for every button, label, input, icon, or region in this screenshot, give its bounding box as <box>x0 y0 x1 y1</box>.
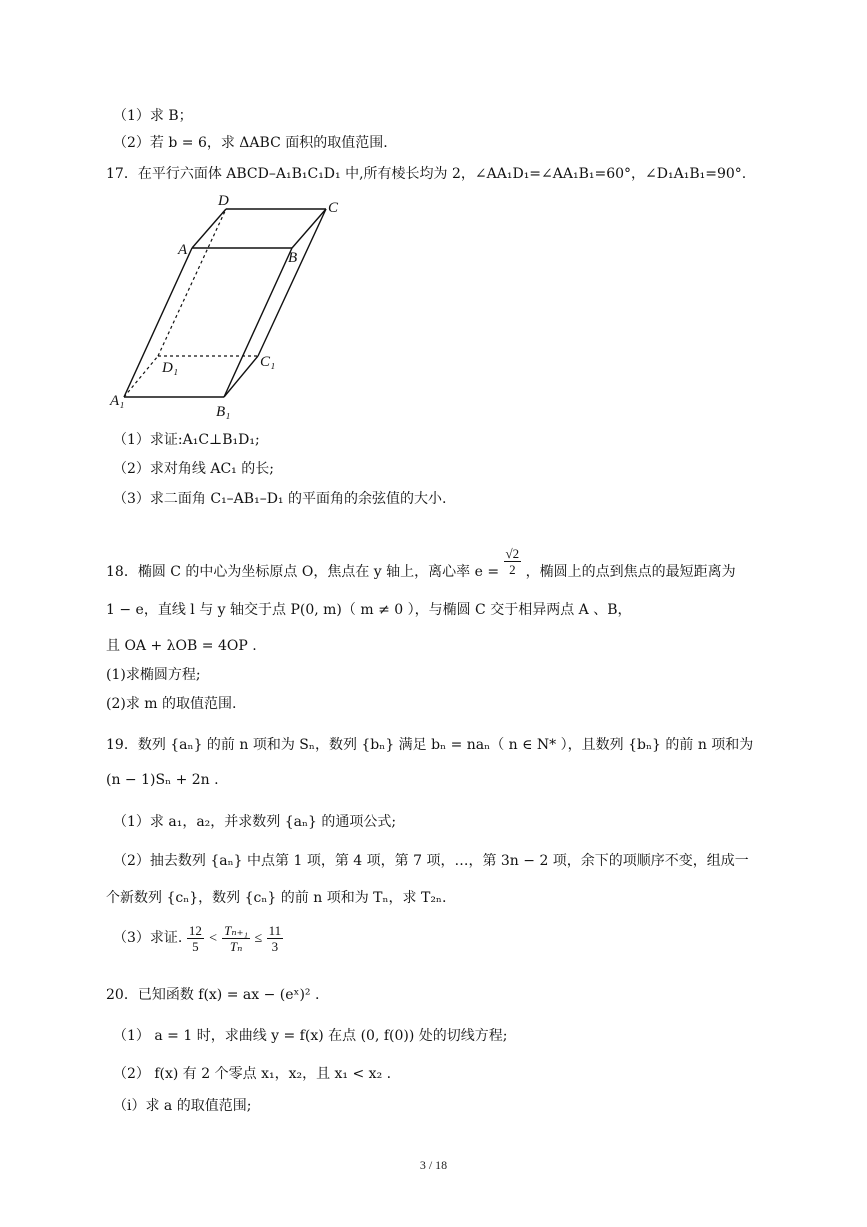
label-D1: D₁ <box>162 360 179 376</box>
q17-stem: 17．在平行六面体 ABCD–A₁B₁C₁D₁ 中,所有棱长均为 2，∠AA₁D₁=∠AA₁B₁=60°，∠D₁A₁B₁=90°. <box>106 166 747 182</box>
label-B1: B₁ <box>216 404 231 420</box>
q18-text-a: 18．椭圆 C 的中心为坐标原点 O，焦点在 y 轴上，离心率 e = <box>106 564 500 580</box>
ineq-right-den: 3 <box>271 938 279 954</box>
ineq-right-num: 11 <box>268 922 282 938</box>
page-number: 3 / 18 <box>419 1158 448 1172</box>
q18-stem-line3: 且 OA + λOB = 4OP . <box>106 638 257 654</box>
q19-part3-label: （3）求证. <box>113 930 183 946</box>
q19-stem-line1: 19．数列 {aₙ} 的前 n 项和为 Sₙ，数列 {bₙ} 满足 bₙ = naₙ（ n ∈ N* ），且数列 {bₙ} 的前 n 项和为 <box>106 737 754 753</box>
q20-part2-i: （i）求 a 的取值范围; <box>113 1098 252 1114</box>
parallelepiped-figure <box>106 190 366 420</box>
q18-stem-line2: 1 − e，直线 l 与 y 轴交于点 P(0, m)（ m ≠ 0 ），与椭圆 C 交于相异两点 A 、B， <box>106 602 632 618</box>
q20-part2: （2） f(x) 有 2 个零点 x₁，x₂，且 x₁ < x₂ . <box>113 1066 392 1082</box>
q17-part2: （2）求对角线 AC₁ 的长; <box>113 461 274 477</box>
q16-part2: （2）若 b = 6，求 ΔABC 面积的取值范围. <box>113 135 388 151</box>
ineq-lt: < <box>208 931 218 946</box>
q18-stem-line1 <box>106 545 736 582</box>
q19-part2: （2）抽去数列 {aₙ} 中点第 1 项，第 4 项，第 7 项，…，第 3n − 2 项，余下的项顺序不变，组成一 <box>113 853 749 869</box>
ineq-le: ≤ <box>254 931 263 946</box>
label-C1: C₁ <box>260 354 276 370</box>
q16-part1: （1）求 B； <box>113 108 193 124</box>
eccentricity-fraction <box>504 546 522 577</box>
ineq-right-fraction <box>267 923 284 954</box>
ineq-mid-den: Tₙ <box>229 938 243 954</box>
ineq-left-fraction <box>187 923 204 954</box>
eccentricity-denominator: 2 <box>509 561 516 577</box>
q19-part3 <box>113 918 283 959</box>
label-A: A <box>178 242 188 258</box>
q20-part1: （1） a = 1 时，求曲线 y = f(x) 在点 (0, f(0)) 处的切线方程; <box>113 1028 508 1044</box>
label-B: B <box>288 250 298 266</box>
q18-part1: (1)求椭圆方程; <box>106 667 201 683</box>
ineq-mid-fraction <box>222 923 250 954</box>
ineq-mid-num: Tₙ₊₁ <box>224 922 249 938</box>
ineq-left-num: 12 <box>188 922 202 938</box>
label-C: C <box>328 200 339 216</box>
q18-part2: (2)求 m 的取值范围. <box>106 696 237 712</box>
q19-part1: （1）求 a₁，a₂，并求数列 {aₙ} 的通项公式; <box>113 814 397 830</box>
q17-part1: （1）求证:A₁C⊥B₁D₁; <box>113 432 260 448</box>
eccentricity-numerator: √2 <box>505 545 520 561</box>
label-D: D <box>218 193 229 209</box>
q18-text-b: ，椭圆上的点到焦点的最短距离为 <box>525 564 736 580</box>
label-A1: A₁ <box>110 393 125 409</box>
q20-stem: 20．已知函数 f(x) = ax − (eˣ)² . <box>106 987 320 1003</box>
q17-part3: （3）求二面角 C₁–AB₁–D₁ 的平面角的余弦值的大小. <box>113 491 447 507</box>
q19-part2-cont: 个新数列 {cₙ}，数列 {cₙ} 的前 n 项和为 Tₙ，求 T₂ₙ. <box>106 890 447 906</box>
q19-stem-line2: (n − 1)Sₙ + 2n . <box>106 772 219 788</box>
ineq-left-den: 5 <box>192 938 199 954</box>
